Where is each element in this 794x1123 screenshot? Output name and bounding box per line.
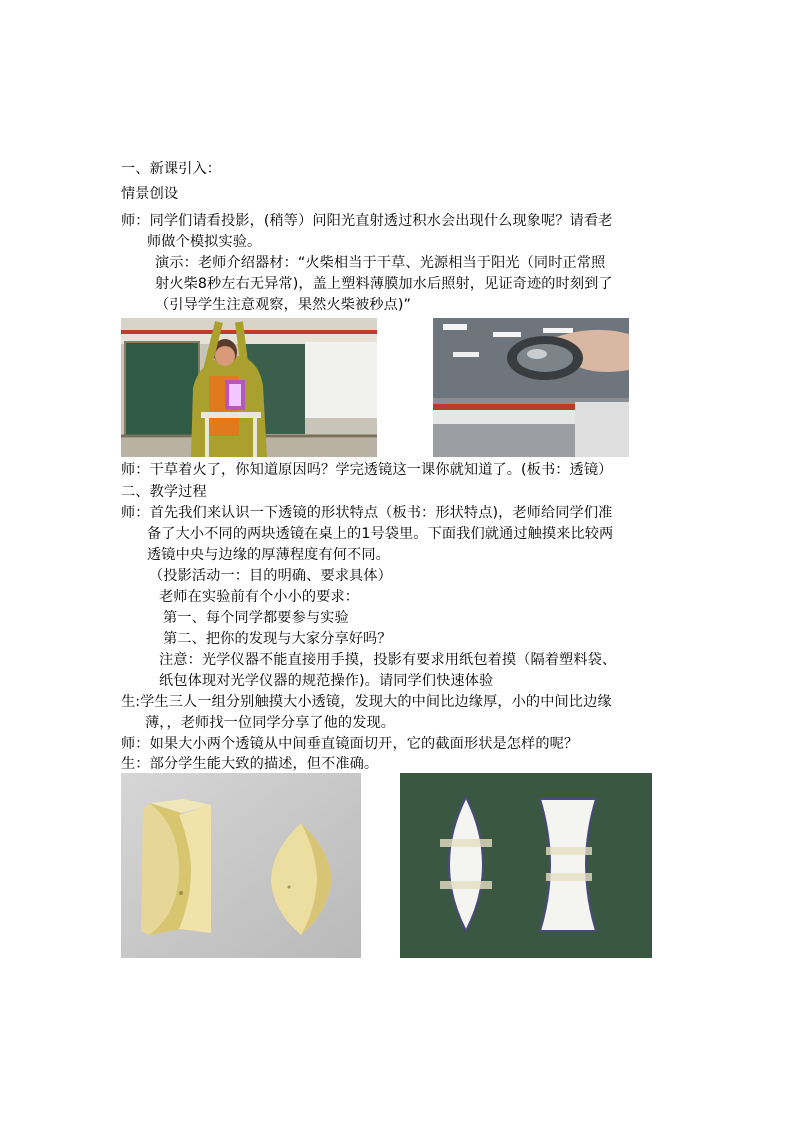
paragraph-line: 生:学生三人一组分别触摸大小透镜，发现大的中间比边缘厚，小的中间比边缘	[121, 694, 612, 710]
potato-lens-photo	[121, 773, 361, 958]
paragraph-line: 透镜中央与边缘的厚薄程度有何不同。	[147, 547, 390, 563]
heading-teaching-process: 二、教学过程	[121, 484, 207, 500]
paragraph-line: 纸包体现对光学仪器的规范操作)。请同学们快速体验	[159, 673, 494, 689]
water-lens-photo	[433, 318, 629, 457]
paragraph-line: （引导学生注意观察，果然火柴被秒点)”	[155, 297, 411, 313]
paragraph-line: 注意：光学仪器不能直接用手摸，投影有要求用纸包着摸（隔着塑料袋、	[159, 652, 617, 668]
subheading-scene: 情景创设	[121, 186, 179, 202]
paragraph-line: 第二、把你的发现与大家分享好吗？	[163, 631, 392, 647]
paragraph-line: 射火柴8秒左右无异常)，盖上塑料薄膜加水后照射，见证奇迹的时刻到了	[155, 276, 613, 292]
paragraph-line: 薄，，老师找一位同学分享了他的发现。	[145, 715, 396, 731]
paragraph-line: 生：部分学生能大致的描述，但不准确。	[121, 756, 379, 772]
teacher-demo-photo	[121, 318, 377, 457]
paragraph-line: 演示：老师介绍器材：“火柴相当于干草、光源相当于阳光（同时正常照	[155, 255, 606, 271]
blackboard-lens-photo	[400, 773, 652, 958]
paragraph-line: 师：如果大小两个透镜从中间垂直镜面切开，它的截面形状是怎样的呢？	[121, 736, 579, 752]
paragraph-line: 第一、每个同学都要参与实验	[163, 610, 349, 626]
paragraph-line: 备了大小不同的两块透镜在桌上的1号袋里。下面我们就通过触摸来比较两	[147, 526, 614, 542]
heading-new-lesson: 一、新课引入：	[121, 161, 222, 177]
paragraph-line: 师做个模拟实验。	[147, 234, 262, 250]
paragraph-line: 师：干草着火了，你知道原因吗？学完透镜这一课你就知道了。(板书：透镜）	[121, 462, 613, 478]
paragraph-line: 师：首先我们来认识一下透镜的形状特点（板书：形状特点)，老师给同学们准	[121, 505, 613, 521]
paragraph-line: 老师在实验前有个小小的要求：	[159, 589, 360, 605]
paragraph-line: 师：同学们请看投影，(稍等）问阳光直射透过积水会出现什么现象呢？请看老	[121, 213, 613, 229]
paragraph-line: （投影活动一：目的明确、要求具体）	[149, 568, 392, 584]
